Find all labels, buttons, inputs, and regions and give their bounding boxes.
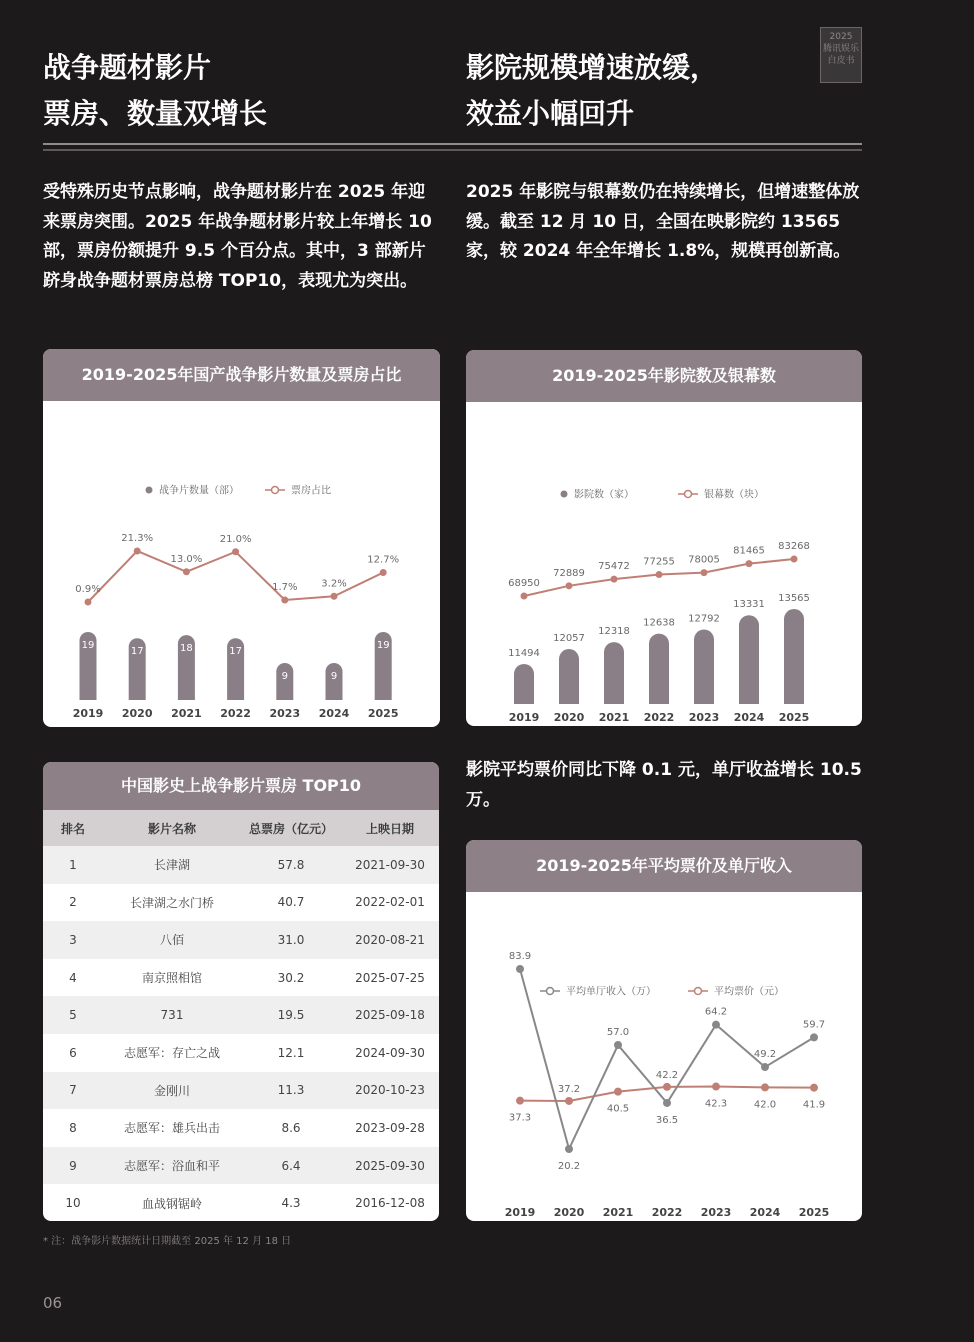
x-tick-label: 2022 [220,707,251,720]
x-tick-label: 2020 [553,1206,585,1219]
x-tick-label: 2019 [72,707,104,720]
cell-boxoffice: 11.3 [241,1072,341,1110]
cell-title: 血战钢锯岭 [141,1196,202,1211]
table-row [43,921,439,959]
x-tick-label: 2023 [700,1206,732,1219]
line-value-label: 83268 [778,541,810,552]
bar-value-label: 13331 [733,599,765,611]
revenue-point [565,1145,573,1153]
price-value-label: 42.0 [753,1099,777,1111]
cell-title: 志愿军：浴血和平 [103,1147,241,1185]
right-paragraph: 2025 年影院与银幕数仍在持续增长，但增速整体放缓。截至 12 月 10 日，全国在映影院约 13565 家，较 2024 年全年增长 1.8%，规模再创新高。 [466,182,860,261]
x-tick-label: 2021 [602,1206,634,1219]
cell-rank: 7 [43,1072,103,1110]
price-point [565,1097,573,1105]
price-value-label: 37.2 [557,1083,581,1095]
divider-bottom [43,149,862,151]
table-header-row [43,810,439,846]
line-point [134,548,141,555]
chart-title: 2019-2025年国产战争影片数量及票房占比 [43,349,440,401]
cell-title: 南京照相馆 [141,971,202,986]
table-row [43,1034,439,1072]
cell-boxoffice: 12.1 [277,1045,305,1060]
price-value-label: 42.3 [704,1098,728,1110]
price-point [663,1083,671,1091]
cell-boxoffice: 8.6 [281,1120,301,1135]
bar-value-label: 11494 [508,648,540,659]
bar [559,649,579,704]
line-value-label: 72889 [553,567,585,579]
bar-value-label: 12057 [553,633,585,645]
line-point [566,582,573,589]
col-header-rank: 排名 [43,810,103,846]
line-point [521,593,528,600]
chart-title: 2019-2025年平均票价及单厅收入 [466,840,862,892]
mid-paragraph: 影院平均票价同比下降 0.1 元，单厅收益增长 10.5 万。 [466,760,862,810]
price-value-label: 37.3 [508,1112,532,1124]
table-row [43,996,439,1034]
revenue-value-label: 83.9 [508,951,532,962]
legend-label: 银幕数（块） [704,489,764,501]
bar-value-label: 13565 [778,593,810,604]
table-row [43,1072,439,1110]
x-tick-label: 2023 [269,707,301,720]
price-value-label: 40.5 [606,1103,630,1115]
x-tick-label: 2023 [688,711,720,724]
left-heading-line2: 票房、数量双增长 [43,97,268,130]
bar [514,664,534,704]
bar-value-label: 19 [81,640,95,651]
right-heading-line2: 效益小幅回升 [466,97,635,130]
revenue-point [663,1099,671,1107]
price-value-label: 42.2 [655,1069,679,1081]
cell-rank: 3 [43,921,103,959]
left-heading-line1: 战争题材影片 [43,51,212,84]
series-line [88,551,383,602]
x-tick-label: 2019 [508,711,540,724]
chart-title: 2019-2025年影院数及银幕数 [466,350,862,402]
top10-table [43,810,439,1221]
cell-boxoffice: 30.2 [277,970,305,985]
line-value-label: 12.7% [367,554,400,566]
revenue-point [810,1033,818,1041]
cell-title: 长津湖之水门桥 [129,895,214,910]
cell-rank: 8 [69,1120,77,1135]
right-heading [466,45,718,137]
brand-logo [820,27,862,83]
bar [649,634,669,704]
line-point [85,599,92,606]
line-point [746,560,753,567]
price-point [712,1083,720,1091]
revenue-point [614,1041,622,1049]
legend-line-dot [272,487,279,494]
table-row [43,846,439,884]
cell-rank: 10 [65,1196,81,1211]
line-value-label: 3.2% [321,578,347,590]
cell-date: 2016-12-08 [355,1196,425,1211]
bar [604,642,624,704]
cell-boxoffice: 4.3 [281,1196,301,1211]
cell-date: 2025-09-30 [341,1147,439,1185]
footnote: * 注：战争影片数据统计日期截至 2025 年 12 月 18 日 [43,1236,292,1247]
x-tick-label: 2025 [798,1206,830,1219]
bar-value-label: 12318 [598,626,630,638]
revenue-point [761,1063,769,1071]
col-header-date: 上映日期 [341,810,439,846]
revenue-value-label: 59.7 [802,1019,826,1031]
revenue-point [516,965,524,973]
legend-line-dot [685,491,692,498]
line-value-label: 1.7% [272,582,298,593]
legend-bar-marker [561,491,568,498]
cell-title: 志愿军：存亡之战 [123,1046,220,1061]
cell-date: 2021-09-30 [341,846,439,884]
revenue-value-label: 49.2 [753,1049,777,1061]
left-heading [43,45,267,137]
price-value-label: 41.9 [802,1099,826,1111]
cell-date: 2022-02-01 [355,895,425,910]
cell-rank: 4 [69,970,77,985]
cell-boxoffice: 57.8 [241,846,341,884]
line-point [183,568,190,575]
divider-top [43,143,862,145]
right-heading-line1: 影院规模增速放缓， [466,51,719,84]
table-row [43,884,439,922]
x-tick-label: 2020 [553,711,585,724]
bar-value-label: 12792 [688,613,720,625]
col-header-title: 影片名称 [103,810,241,846]
left-paragraph: 受特殊历史节点影响，战争题材影片在 2025 年迎来票房突围。2025 年战争题材影片较上年增长 10 部，票房份额提升 9.5 个百分点。其中，3 部新片跻身战争题材票房总榜 TOP10，表现尤为突出。 [43,182,432,291]
line-value-label: 0.9% [75,584,101,595]
price-point [810,1084,818,1092]
cell-rank: 6 [69,1045,77,1060]
bar [784,609,804,704]
cell-rank: 5 [43,996,103,1034]
line-point [380,569,387,576]
bar-value-label: 12638 [643,617,675,629]
line-point [331,593,338,600]
line-value-label: 13.0% [170,553,203,565]
legend-label: 平均票价（元） [714,986,784,998]
logo-line3: 白皮书 [827,56,855,66]
line-point [232,548,239,555]
bar-value-label: 17 [130,646,144,658]
legend-line-dot [695,988,702,995]
logo-line2: 腾讯娱乐 [822,44,859,54]
table-row [43,1109,439,1147]
cell-title: 志愿军：雄兵出击 [123,1121,220,1136]
x-tick-label: 2021 [598,711,630,724]
cell-title: 八佰 [103,921,241,959]
ticket-price-chart [466,892,862,1221]
legend-label: 战争片数量（部） [159,485,239,497]
price-point [516,1097,524,1105]
line-value-label: 77255 [643,556,675,568]
legend-label: 票房占比 [291,485,331,497]
table-title: 中国影史上战争影片票房 TOP10 [43,762,439,810]
line-value-label: 81465 [733,545,765,557]
price-point [761,1083,769,1091]
line-value-label: 75472 [598,561,630,573]
bar-value-label: 9 [281,671,288,682]
legend-bar-marker [146,487,153,494]
chart-card-war-films [43,349,440,727]
bar-value-label: 19 [376,640,390,651]
bar-value-label: 9 [330,671,338,682]
cell-date: 2025-09-18 [341,996,439,1034]
x-tick-label: 2024 [749,1206,781,1219]
cell-boxoffice: 6.4 [241,1147,341,1185]
cell-date: 2024-09-30 [355,1045,425,1060]
line-value-label: 68950 [508,578,540,589]
line-point [281,597,288,604]
legend-label: 影院数（家） [574,489,634,501]
cell-boxoffice: 19.5 [241,996,341,1034]
line-point [701,569,708,576]
x-tick-label: 2019 [504,1206,536,1219]
col-header-boxoffice: 总票房（亿元） [241,810,341,846]
revenue-point [712,1021,720,1029]
cinemas-chart [466,402,862,726]
cell-title: 长津湖 [103,846,241,884]
cell-title: 731 [103,996,241,1034]
line-point [611,576,618,583]
line-value-label: 21.0% [219,533,252,545]
line-point [791,556,798,563]
table-card-top10 [43,762,439,1221]
revenue-value-label: 36.5 [655,1114,679,1126]
line-point [656,571,663,578]
bar [739,615,759,704]
cell-date: 2025-07-25 [355,970,425,985]
bar-value-label: 18 [180,643,193,655]
line-value-label: 78005 [688,554,720,566]
legend-label: 平均单厅收入（万） [566,986,656,998]
x-tick-label: 2024 [733,711,765,724]
revenue-value-label: 20.2 [557,1161,581,1172]
cell-rank: 1 [43,846,103,884]
cell-date: 2020-08-21 [341,921,439,959]
page-number: 06 [43,1294,63,1312]
cell-rank: 9 [43,1147,103,1185]
x-tick-label: 2020 [121,707,153,720]
cell-boxoffice: 40.7 [277,895,305,910]
x-tick-label: 2022 [643,711,675,724]
cell-boxoffice: 31.0 [241,921,341,959]
chart-card-cinemas [466,350,862,726]
cell-date: 2023-09-28 [355,1120,425,1135]
line-value-label: 21.3% [121,533,154,544]
logo-line1: 2025 [829,32,853,42]
table-row [43,959,439,997]
cell-date: 2020-10-23 [341,1072,439,1110]
x-tick-label: 2021 [171,707,202,720]
cell-rank: 2 [69,895,77,910]
chart-card-ticket-price [466,840,862,1221]
bar-value-label: 17 [229,646,242,658]
x-tick-label: 2025 [367,707,399,720]
cell-title: 金刚川 [103,1072,241,1110]
table-row [43,1147,439,1185]
revenue-value-label: 57.0 [606,1027,630,1039]
x-tick-label: 2025 [778,711,810,724]
revenue-value-label: 64.2 [704,1006,728,1018]
price-point [614,1088,622,1096]
bar [694,630,714,704]
legend-line-dot [547,988,554,995]
x-tick-label: 2022 [651,1206,683,1219]
war-films-chart [43,401,440,727]
table-row [43,1184,439,1221]
x-tick-label: 2024 [318,707,350,720]
